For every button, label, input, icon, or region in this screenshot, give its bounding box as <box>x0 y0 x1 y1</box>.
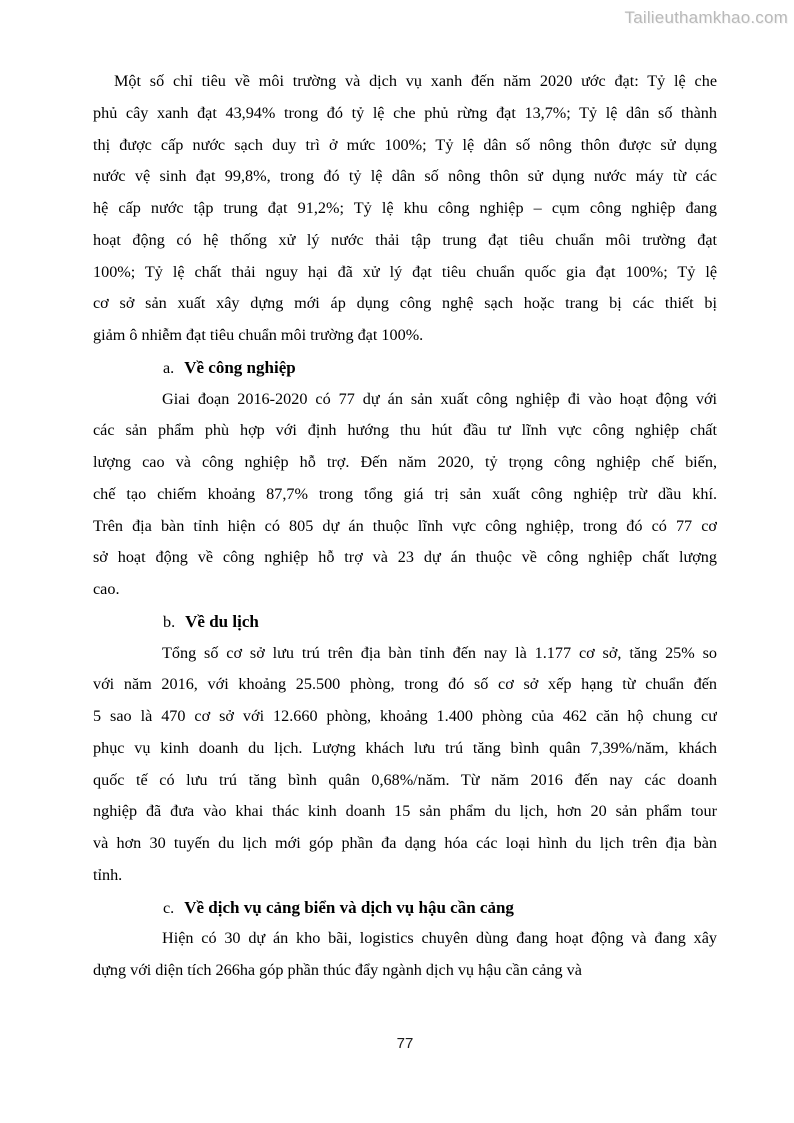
text-line: nghiệp đã đưa vào khai thác kinh doanh 15 sản phẩm du lịch, hơn 20 sản phẩm tour <box>93 802 717 821</box>
page-number: 77 <box>396 1035 414 1052</box>
text-line: hệ cấp nước tập trung đạt 91,2%; Tỷ lệ khu công nghiệp – cụm công nghiệp đang <box>93 199 717 217</box>
text-line: lượng cao và công nghiệp hỗ trợ. Đến năm 2020, tỷ trọng công nghiệp chế biến, <box>93 453 717 471</box>
text-line: Trên địa bàn tỉnh hiện có 805 dự án thuộc lĩnh vực công nghiệp, trong đó có 77 cơ <box>93 516 717 535</box>
heading-marker: b. <box>163 612 176 631</box>
heading-text: Về du lịch <box>185 611 259 631</box>
text-line: Giai đoạn 2016-2020 có 77 dự án sản xuất công nghiệp đi vào hoạt động với <box>162 389 717 408</box>
text-line: các sản phẩm phù hợp với định hướng thu hút đầu tư lĩnh vực công nghiệp chất <box>93 421 717 440</box>
text-line: tỉnh. <box>93 865 123 884</box>
text-line: và hơn 30 tuyến du lịch mới góp phần đa dạng hóa các loại hình du lịch trên địa bàn <box>93 834 717 852</box>
section-heading <box>93 892 717 924</box>
text-line: giảm ô nhiễm đạt tiêu chuẩn môi trường đạt 100%. <box>93 326 424 344</box>
text-line: với năm 2016, với khoảng 25.500 phòng, trong đó số cơ sở xếp hạng từ chuẩn đến <box>93 675 717 694</box>
text-line: nước vệ sinh đạt 99,8%, trong đó tỷ lệ dân số nông thôn sử dụng nước máy từ các <box>93 167 717 186</box>
heading-text: Về công nghiệp <box>184 357 296 377</box>
heading-text: Về dịch vụ cảng biển và dịch vụ hậu cần cảng <box>184 897 514 917</box>
text-line: chế tạo chiếm khoảng 87,7% trong tổng giá trị sản xuất công nghiệp trừ dầu khí. <box>93 484 717 503</box>
text-line: cao. <box>93 580 120 598</box>
text-line: Hiện có 30 dự án kho bãi, logistics chuyên dùng đang hoạt động và đang xây <box>162 929 717 948</box>
text-line: thị được cấp nước sạch duy trì ở mức 100%; Tỷ lệ dân số nông thôn được sử dụng <box>93 135 717 154</box>
heading-marker: a. <box>163 358 175 377</box>
section-heading <box>93 352 717 384</box>
text-line: Tổng số cơ sở lưu trú trên địa bàn tỉnh đến nay là 1.177 cơ sở, tăng 25% so <box>162 643 717 662</box>
section-heading <box>93 606 717 638</box>
text-line: 5 sao là 470 cơ sở với 12.660 phòng, khoảng 1.400 phòng của 462 căn hộ chung cư <box>93 707 717 725</box>
heading-marker: c. <box>163 898 175 917</box>
text-line: hoạt động có hệ thống xử lý nước thải tập trung đạt tiêu chuẩn môi trường đạt <box>93 230 717 249</box>
text-line: 100%; Tỷ lệ chất thải nguy hại đã xử lý đạt tiêu chuẩn quốc gia đạt 100%; Tỷ lệ <box>93 262 717 281</box>
watermark: Tailieuthamkhao.com <box>624 8 788 27</box>
text-line: phủ cây xanh đạt 43,94% trong đó tỷ lệ che phủ rừng đạt 13,7%; Tỷ lệ dân số thành <box>93 103 717 122</box>
text-line: quốc tế có lưu trú tăng bình quân 0,68%/năm. Từ năm 2016 đến nay các doanh <box>93 770 717 789</box>
text-line: sở hoạt động về công nghiệp hỗ trợ và 23 dự án thuộc về công nghiệp chất lượng <box>93 548 717 567</box>
document-body <box>93 66 717 987</box>
text-line: cơ sở sản xuất xây dựng mới áp dụng công nghệ sạch hoặc trang bị các thiết bị <box>93 294 717 313</box>
text-line: dựng với diện tích 266ha góp phần thúc đẩy ngành dịch vụ hậu cần cảng và <box>93 961 582 979</box>
text-line: phục vụ kinh doanh du lịch. Lượng khách lưu trú tăng bình quân 7,39%/năm, khách <box>93 738 717 757</box>
text-line: Một số chỉ tiêu về môi trường và dịch vụ xanh đến năm 2020 ước đạt: Tỷ lệ che <box>114 72 717 90</box>
